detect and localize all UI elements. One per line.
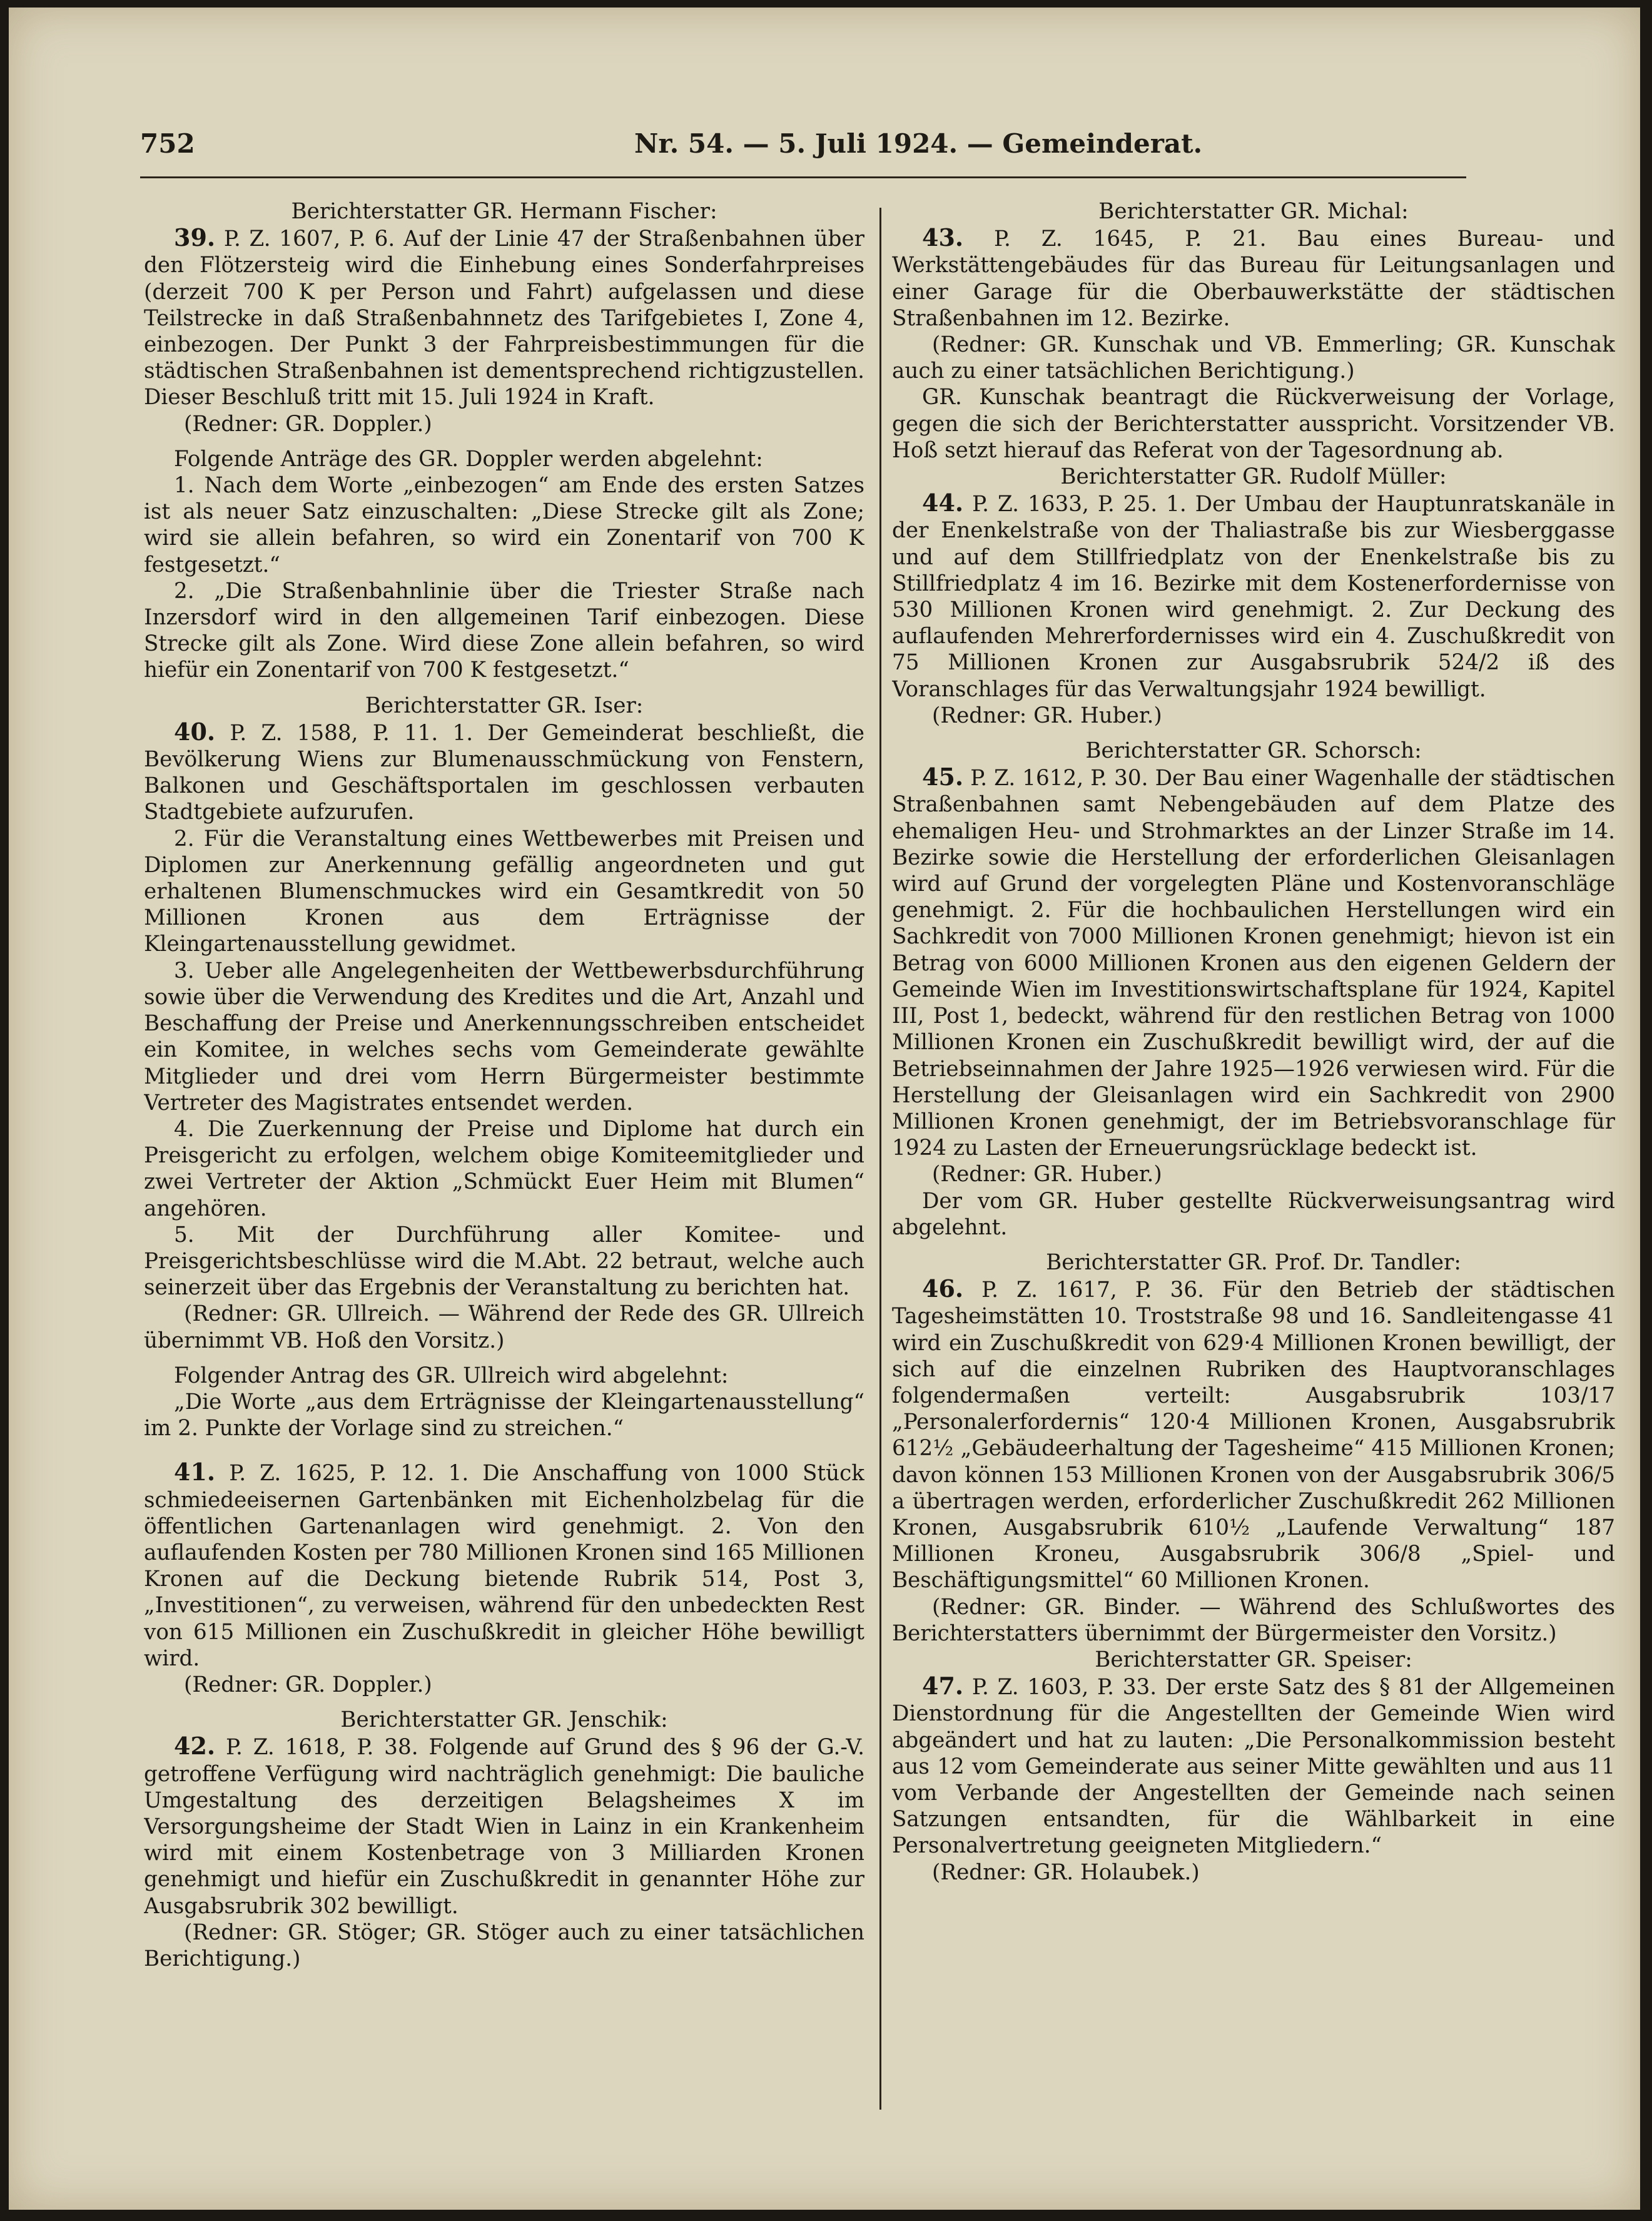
speaker-heading: Berichterstatter GR. Jenschik:: [340, 1707, 668, 1733]
speaker-heading: Berichterstatter GR. Prof. Dr. Tandler:: [1046, 1249, 1461, 1275]
paragraph: 1. Nach dem Worte „einbezogen“ am Ende des ersten Satzes ist als neuer Satz einzuschalten: „Diese Strecke gilt als Zone; wird sie allein befahren, so wird ein Zonentarif von 700 K festgesetzt.“: [144, 473, 864, 577]
speakers-note: (Redner: GR. Huber.): [932, 703, 1162, 728]
item-text: P. Z. 1633, P. 25. 1. Der Umbau der Hauptunratskanäle in der Enenkelstraße von der Thaliastraße bis zur Wiesberggasse und auf dem Stillfriedplatz von der Enenkelstraße bis zu Stillfriedplatz 4 im 16. Bezirke mit dem Kostenerfordernisse von 530 Millionen Kronen wird genehmigt. 2. Zur Deckung des auflaufenden Mehrerfordernisses wird ein 4. Zuschußkredit von 75 Millionen Kronen zur Ausgabsrubrik 524/2 iß des Voranschlages für das Verwaltungsjahr 1924 bewilligt.: [892, 492, 1615, 702]
item-number: 47.: [922, 1672, 964, 1700]
paragraph: Der vom GR. Huber gestellte Rückverweisungsantrag wird abgelehnt.: [892, 1188, 1615, 1240]
speaker-heading: Berichterstatter GR. Speiser:: [1095, 1647, 1412, 1672]
item-number: 41.: [174, 1458, 216, 1487]
item-number: 40.: [174, 717, 216, 746]
paragraph: GR. Kunschak beantragt die Rückverweisung der Vorlage, gegen die sich der Berichterstatter ausspricht. Vorsitzender VB. Hoß setzt hierauf das Referat von der Tagesordnung ab.: [892, 385, 1615, 463]
right-column: [892, 198, 1615, 2125]
speakers-note: (Redner: GR. Holaubek.): [932, 1859, 1200, 1885]
item-text: P. Z. 1617, P. 36. Für den Betrieb der städtischen Tagesheimstätten 10. Troststraße 98 und 16. Sandleitengasse 41 wird ein Zuschußkredit von 629·4 Millionen Kronen bewilligt, der sich auf die einzelnen Rubriken des Hauptvoranschlages folgendermaßen verteilt: Ausgabsrubrik 103/17 „Personalerfordernis“ 120·4 Millionen Kronen, Ausgabsrubrik 612½ „Gebäudeerhaltung der Tagesheime“ 415 Millionen Kronen; davon können 153 Millionen Kronen von der Ausgabsrubrik 306/5 a übertragen werden, erforderlicher Zuschußkredit 262 Millionen Kronen, Ausgabsrubrik 610½ „Laufende Verwaltung“ 187 Millionen Kroneu, Ausgabsrubrik 306/8 „Spiel- und Beschäftigungsmittel“ 60 Millionen Kronen.: [892, 1278, 1615, 1593]
item-text: P. Z. 1645, P. 21. Bau eines Bureau- und Werkstättengebäudes für das Bureau für Leitungsanlagen und einer Garage für die Oberbauwerkstätte der städtischen Straßenbahnen im 12. Bezirke.: [892, 226, 1615, 331]
speaker-heading: Berichterstatter GR. Schorsch:: [1085, 738, 1422, 764]
paragraph: „Die Worte „aus dem Erträgnisse der Kleingartenausstellung“ im 2. Punkte der Vorlage sind zu streichen.“: [144, 1389, 864, 1441]
page-header-title: Nr. 54. — 5. Juli 1924. — Gemeinderat.: [634, 128, 1203, 159]
agenda-item: [892, 764, 1615, 1161]
column-divider: [879, 208, 881, 2110]
speaker-heading: Berichterstatter GR. Hermann Fischer:: [291, 199, 717, 224]
item-text: P. Z. 1625, P. 12. 1. Die Anschaffung von 1000 Stück schmiedeeisernen Gartenbänken mit Eichenholzbelag für die öffentlichen Gartenanlagen wird genehmigt. 2. Von den auflaufenden Kosten per 780 Millionen Kronen sind 165 Millionen Kronen auf die Deckung bietende Rubrik 514, Post 3, „Investitionen“, zu verweisen, während für den unbedeckten Rest von 615 Millionen ein Zuschußkredit in gleicher Höhe bewilligt wird.: [144, 1461, 864, 1671]
speaker-heading: Berichterstatter GR. Michal:: [1098, 199, 1409, 224]
speakers-note: (Redner: GR. Ullreich. — Während der Rede des GR. Ullreich übernimmt VB. Hoß den Vorsitz.): [144, 1301, 864, 1353]
paragraph: 2. „Die Straßenbahnlinie über die Triester Straße nach Inzersdorf wird in den allgemeinen Tarif einbezogen. Diese Strecke gilt als Zone. Wird diese Zone allein befahren, so wird hiefür ein Zonentarif von 700 K festgesetzt.“: [144, 578, 864, 683]
item-number: 42.: [174, 1732, 216, 1761]
agenda-item: [892, 225, 1615, 332]
spacer: [892, 1241, 1615, 1249]
agenda-item: [892, 1276, 1615, 1593]
item-number: 43.: [922, 223, 964, 252]
speakers-note: (Redner: GR. Stöger; GR. Stöger auch zu einer tatsächlichen Berichtigung.): [144, 1919, 864, 1971]
paragraph: Folgende Anträge des GR. Doppler werden abgelehnt:: [174, 446, 763, 472]
item-text: P. Z. 1612, P. 30. Der Bau einer Wagenhalle der städtischen Straßenbahnen samt Nebengebäuden auf dem Platze des ehemaligen Heu- und Strohmarktes an der Linzer Straße im 14. Bezirke sowie die Herstellung der erforderlichen Gleisanlagen wird auf Grund der vorgelegten Pläne und Kostenvoranschläge genehmigt. 2. Für die hochbaulichen Herstellungen wird ein Sachkredit von 7000 Millionen Kronen genehmigt; hievon ist ein Betrag von 6000 Millionen Kronen aus den eigenen Geldern der Gemeinde Wien im Investitionswirtschaftsplane für 1924, Kapitel III, Post 1, bedeckt, während für den restlichen Betrag von 1000 Millionen Kronen ein Zuschußkredit bewilligt wird, der auf die Betriebseinnahmen der Jahre 1925—1926 verwiesen wird. Für die Herstellung der Gleisanlagen wird ein Sachkredit von 2900 Millionen Kronen genehmigt, der im Betriebsvoranschlage für 1924 zu Lasten der Erneuerungsrücklage bedeckt ist.: [892, 766, 1615, 1161]
agenda-item: [892, 490, 1615, 703]
agenda-item: [144, 719, 864, 826]
item-number: 46.: [922, 1274, 964, 1303]
agenda-item: [144, 225, 864, 410]
paragraph: 5. Mit der Durchführung aller Komitee- und Preisgerichtsbeschlüsse wird die M.Abt. 22 betraut, welche auch seinerzeit über das Ergebnis der Veranstaltung zu berichten hat.: [144, 1222, 864, 1301]
speakers-note: (Redner: GR. Doppler.): [184, 1672, 432, 1697]
spacer: [144, 1441, 864, 1459]
speaker-heading: Berichterstatter GR. Iser:: [365, 693, 644, 718]
agenda-item: [892, 1673, 1615, 1859]
item-number: 39.: [174, 223, 216, 252]
paragraph: 2. Für die Veranstaltung eines Wettbewerbes mit Preisen und Diplomen zur Anerkennung gefällig angeordneten und gut erhaltenen Blumenschmuckes wird ein Gesamtkredit von 50 Millionen Kronen aus dem Erträgnisse der Kleingartenausstellung gewidmet.: [144, 826, 864, 957]
item-text: P. Z. 1618, P. 38. Folgende auf Grund des § 96 der G.-V. getroffene Verfügung wird nachträglich genehmigt: Die bauliche Umgestaltung des derzeitigen Belagsheimes X im Versorgungsheime der Stadt Wien in Lainz in ein Krankenheim wird mit einem Kostenbetrage von 3 Milliarden Kronen genehmigt und hiefür ein Zuschußkredit in genannter Höhe zur Ausgabsrubrik 302 bewilligt.: [144, 1735, 864, 1919]
paragraph: Folgender Antrag des GR. Ullreich wird abgelehnt:: [174, 1363, 729, 1388]
spacer: [144, 684, 864, 693]
agenda-item: [144, 1459, 864, 1672]
speakers-note: (Redner: GR. Doppler.): [184, 411, 432, 437]
agenda-item: [144, 1733, 864, 1919]
page-number: 752: [140, 128, 195, 159]
speakers-note: (Redner: GR. Kunschak und VB. Emmerling; GR. Kunschak auch zu einer tatsächlichen Berichtigung.): [892, 332, 1615, 384]
spacer: [144, 437, 864, 446]
header-rule: [140, 176, 1466, 178]
speaker-heading: Berichterstatter GR. Rudolf Müller:: [1060, 464, 1447, 490]
speakers-note: (Redner: GR. Binder. — Während des Schlußwortes des Berichterstatters übernimmt der Bürgermeister den Vorsitz.): [892, 1594, 1615, 1646]
item-number: 45.: [922, 763, 964, 791]
spacer: [892, 729, 1615, 738]
left-column: [144, 198, 864, 2125]
paragraph: 3. Ueber alle Angelegenheiten der Wettbewerbsdurchführung sowie über die Verwendung des Kredites und die Art, Anzahl und Beschaffung der Preise und Anerkennungsschreiben entscheidet ein Komitee, in welches sechs vom Gemeinderate gewählte Mitglieder und drei vom Herrn Bürgermeister bestimmte Vertreter des Magistrates entsendet werden.: [144, 958, 864, 1116]
paragraph: 4. Die Zuerkennung der Preise und Diplome hat durch ein Preisgericht zu erfolgen, welchem obige Komiteemitglieder und zwei Vertreter der Aktion „Schmückt Euer Heim mit Blumen“ angehören.: [144, 1116, 864, 1221]
item-text: P. Z. 1603, P. 33. Der erste Satz des § 81 der Allgemeinen Dienstordnung für die Angestellten der Gemeinde Wien wird abgeändert und hat zu lauten: „Die Personalkommission besteht aus 12 vom Gemeinderate aus seiner Mitte gewählten und aus 11 vom Verbande der Angestellten der Gemeinde nach seinen Satzungen entsandten, für die Wählbarkeit in eine Personalvertretung geeigneten Mitgliedern.“: [892, 1675, 1615, 1859]
spacer: [144, 1354, 864, 1363]
item-text: P. Z. 1607, P. 6. Auf der Linie 47 der Straßenbahnen über den Flötzersteig wird die Einhebung eines Sonderfahrpreises (derzeit 700 K per Person und Fahrt) aufgelassen und diese Teilstrecke in daß Straßenbahnnetz des Tarifgebietes I, Zone 4, einbezogen. Der Punkt 3 der Fahrpreisbestimmungen für die städtischen Straßenbahnen ist dementsprechend richtigzustellen. Dieser Beschluß tritt mit 15. Juli 1924 in Kraft.: [144, 226, 864, 410]
spacer: [144, 1698, 864, 1707]
item-text: P. Z. 1588, P. 11. 1. Der Gemeinderat beschließt, die Bevölkerung Wiens zur Blumenausschmückung von Fenstern, Balkonen und Geschäftsportalen im geschlossen verbauten Stadtgebiete aufzurufen.: [144, 720, 864, 825]
item-number: 44.: [922, 489, 964, 517]
speakers-note: (Redner: GR. Huber.): [932, 1162, 1162, 1187]
newspaper-page: [9, 8, 1640, 2210]
